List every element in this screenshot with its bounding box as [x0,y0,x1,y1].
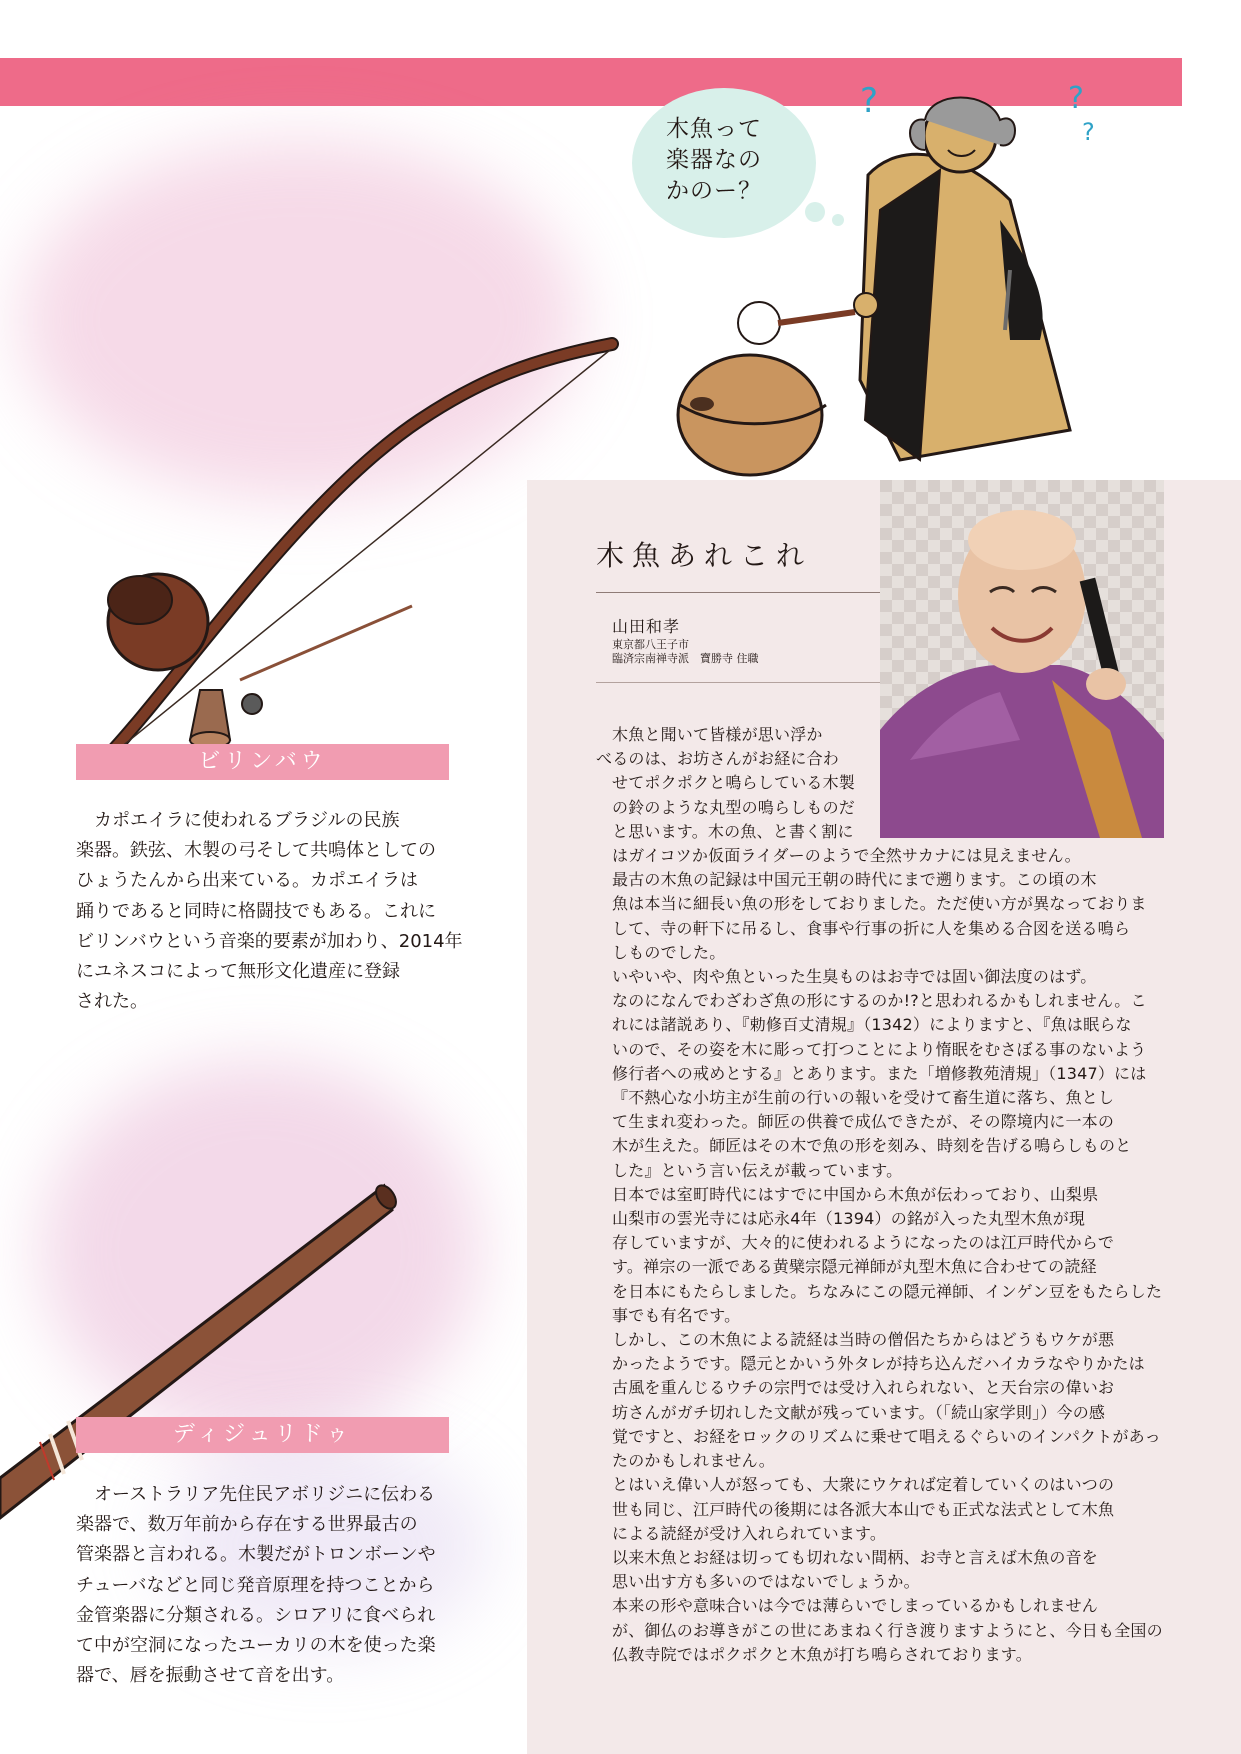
text-line: 存していますが、大々的に使われるようになったのは江戸時代からで [612,1233,1115,1253]
text-line: して、寺の軒下に吊るし、食事や行事の折に人を集める合図を送る鳴ら [612,918,1131,938]
text-line: 以来木魚とお経は切っても切れない間柄、お寺と言えば木魚の音を [612,1547,1099,1567]
text-line: 器で、唇を振動させて音を出す。 [76,1665,345,1687]
paragraph [596,1183,1168,1328]
text-line: 日本では室町時代にはすでに中国から木魚が伝わっており、山梨県 [612,1184,1099,1204]
text-line: 管楽器と言われる。木製だがトロンボーンや [76,1544,436,1566]
text-line: て生まれ変わった。師匠の供養で成仏できたが、その際境内に一本の [612,1112,1115,1132]
text-line: せてポクポクと鳴らしている木製 [612,773,856,793]
text-line: 木魚と聞いて皆様が思い浮か [612,725,823,744]
text-line: れには諸説あり、『勅修百丈清規』（1342）によりますと、『魚は眠らな [612,1015,1132,1035]
text-line: しかし、この木魚による読経は当時の僧侶たちからはどうもウケが悪 [612,1330,1115,1350]
text-line: べるのは、お坊さんがお経に合わ [596,749,840,769]
text-line: 思い出す方も多いのではないでしょうか。 [612,1572,920,1592]
text-line: 坊さんがガチ切れした文献が残っています。（「続山家学則」）今の感 [612,1402,1106,1422]
text-line: 楽器。鉄弦、木製の弓そして共鳴体としての [76,840,436,862]
paragraph [596,723,1168,868]
text-line: す。禅宗の一派である黄檗宗隠元禅師が丸型木魚に合わせての読経 [612,1257,1097,1277]
text-line: しものでした。 [612,942,726,962]
divider [596,682,880,683]
bubble-line: 木魚って [666,116,762,142]
section-label-berimbau [76,744,449,780]
text-line: 修行者への戒めとする』とあります。また「増修教苑清規」（1347）には [612,1063,1147,1083]
text-line: ひょうたんから出来ている。カポエイラは [76,870,418,892]
paragraph [596,1546,1168,1594]
speech-bubble-dot [805,202,825,222]
bubble-line: かのー？ [666,178,762,204]
text-line: 本来の形や意味合いは今では薄らいでしまっているかもしれません [612,1596,1099,1616]
question-mark-icon: ? [860,81,879,121]
text-line: にユネスコによって無形文化遺産に登録 [76,961,400,983]
paragraph [596,1594,1168,1667]
question-mark-icon: ? [1068,81,1084,116]
divider [596,592,880,593]
text-line: て中が空洞になったユーカリの木を使った楽 [76,1635,436,1657]
article-title: 木魚あれこれ [596,539,813,572]
text-line: チューバなどと同じ発音原理を持つことから [76,1574,435,1596]
text-line: が、御仏のお導きがこの世にあまねく行き渡りますようにと、今日も全国の [612,1620,1163,1640]
text-line: 世も同じ、江戸時代の後期には各派大本山でも正式な法式として木魚 [612,1499,1115,1519]
text-line: 最古の木魚の記録は中国元王朝の時代にまで遡ります。この頃の木 [612,870,1097,890]
berimbau-description [76,806,463,1017]
text-line: オーストラリア先住民アボリジニに伝わる [94,1484,436,1505]
bubble-line: 楽器なの [666,147,762,173]
text-line: 楽器で、数万年前から存在する世界最古の [76,1514,418,1536]
paragraph [596,868,1168,965]
affiliation-line: 臨済宗南禅寺派 寶勝寺 住職 [612,652,759,665]
section-label-text: ディジュリドゥ [172,1422,353,1447]
text-line: の鈴のような丸型の鳴らしものだ [612,797,856,817]
speech-bubble-dot [832,214,844,226]
text-line: 山梨市の雲光寺には応永4年（1394）の銘が入った丸型木魚が現 [612,1209,1086,1229]
text-line: による読経が受け入れられています。 [612,1523,887,1543]
section-label-didgeridoo [76,1417,449,1453]
text-line: カポエイラに使われるブラジルの民族 [94,810,400,831]
text-line: 木が生えた。師匠はその木で魚の形を刻み、時刻を告げる鳴らしものと [612,1136,1132,1156]
author-affiliation [612,638,759,666]
text-line: 『不熱心な小坊主が生前の行いの報いを受けて畜生道に落ち、魚とし [612,1088,1115,1108]
text-line: とはいえ偉い人が怒っても、大衆にウケれば定着していくのはいつの [612,1475,1115,1495]
text-line: と思います。木の魚、と書く割に [612,821,854,841]
text-line: いやいや、肉や魚といった生臭ものはお寺では固い御法度のはず。 [612,967,1097,987]
text-line: ビリンバウという音楽的要素が加わり、2014年 [76,930,463,952]
section-label-text: ビリンバウ [198,749,327,774]
text-line: なのになんでわざわざ魚の形にするのか!?と思われるかもしれません。こ [612,991,1147,1011]
text-line: 覚ですと、お経をロックのリズムに乗せて唱えるぐらいのインパクトがあっ [612,1426,1161,1446]
text-line: 古風を重んじるウチの宗門では受け入れられない、と天台宗の偉いお [612,1378,1115,1398]
paragraph [596,965,1168,1183]
text-line: 金管楽器に分類される。シロアリに食べられ [76,1604,436,1626]
paragraph [596,1473,1168,1546]
article-body [596,723,1168,1667]
didgeridoo-description [76,1480,454,1691]
text-line: かったようです。隠元とかいう外タレが持ち込んだハイカラなやりかたは [612,1354,1145,1374]
text-line: はガイコツか仮面ライダーのようで全然サカナには見えません。 [612,846,1081,866]
author-name: 山田和孝 [612,617,681,636]
text-line: 踊りであると同時に格闘技でもある。これに [76,900,436,922]
text-line: たのかもしれません。 [612,1451,775,1471]
speech-bubble-text [666,114,796,207]
text-line: 事でも有名です。 [612,1305,741,1325]
text-line: された。 [76,991,148,1013]
text-line: 魚は本当に細長い魚の形をしておりました。ただ使い方が異なっておりま [612,894,1147,914]
text-line: を日本にもたらしました。ちなみにこの隠元禅師、インゲン豆をもたらした [612,1281,1163,1301]
question-mark-icon: ? [1082,118,1095,146]
paragraph [596,1328,1168,1473]
text-line: 仏教寺院ではポクポクと木魚が打ち鳴らされております。 [612,1644,1032,1664]
text-line: した』という言い伝えが載っています。 [612,1160,903,1180]
affiliation-line: 東京都八王子市 [612,638,689,651]
text-line: いので、その姿を木に彫って打つことにより惰眠をむさぼる事のないよう [612,1039,1147,1059]
